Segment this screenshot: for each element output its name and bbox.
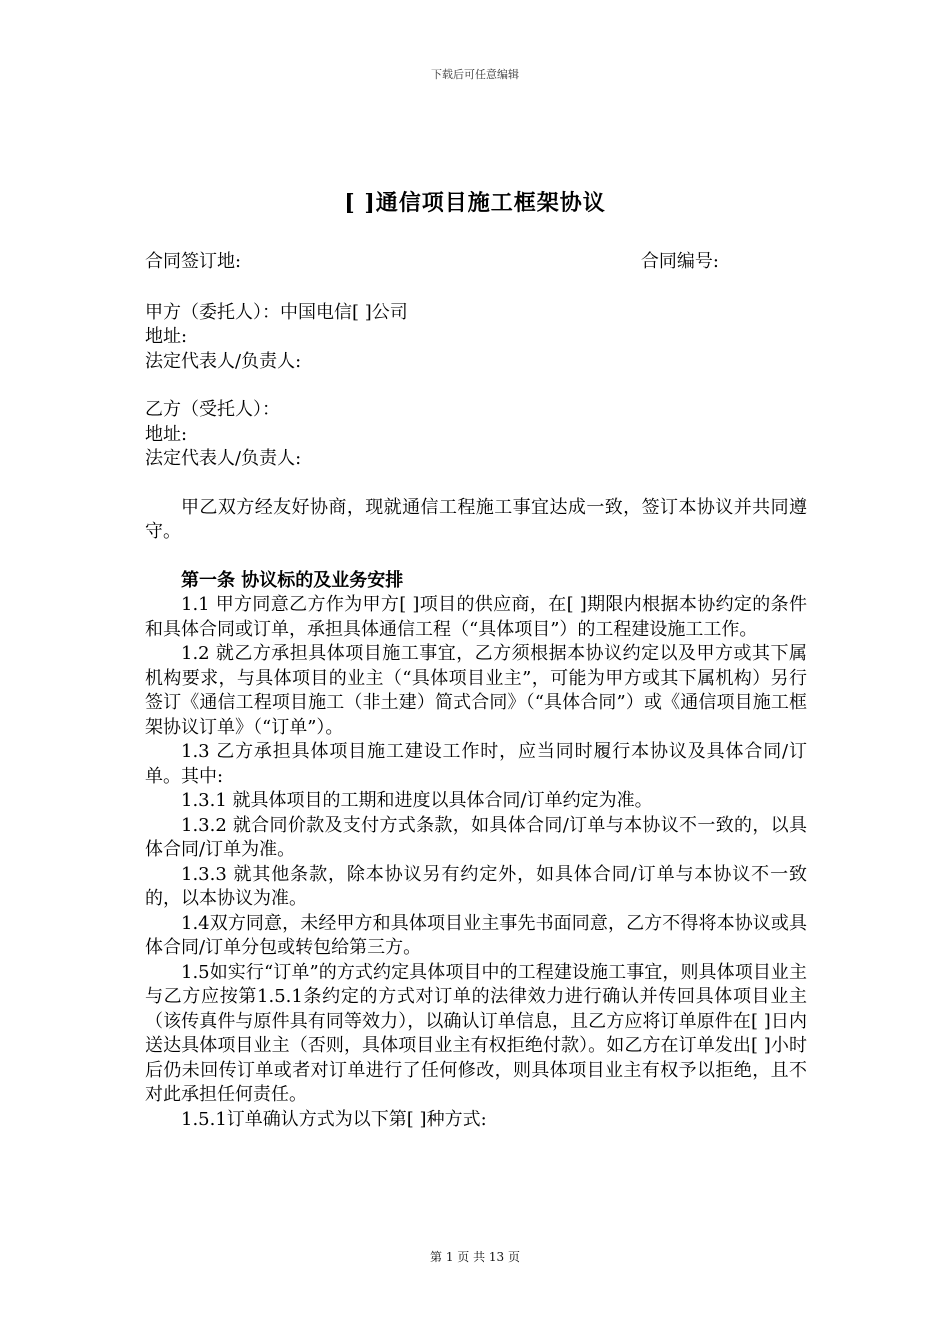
intro-paragraph: 甲乙双方经友好协商，现就通信工程施工事宜达成一致，签订本协议并共同遵守。	[145, 496, 807, 542]
party-a-name: 甲方（委托人）：中国电信[ ]公司	[145, 301, 408, 323]
contract-info-row	[145, 250, 807, 275]
clause-1-3-3: 1.3.3 就其他条款，除本协议另有约定外，如具体合同/订单与本协议不一致的，以本协议为准。	[145, 863, 807, 909]
party-b-address: 地址:	[145, 423, 188, 445]
clause-1-3-2: 1.3.2 就合同价款及支付方式条款，如具体合同/订单与本协议不一致的，以具体合同/订单为准。	[145, 814, 807, 860]
clause-1-1: 1.1 甲方同意乙方作为甲方[ ]项目的供应商，在[ ]期限内根据本协约定的条件和具体合同或订单，承担具体通信工程（“具体项目”）的工程建设施工工作。	[145, 594, 807, 640]
contract-number-label: 合同编号:	[640, 251, 719, 272]
party-a-block	[145, 301, 807, 375]
clause-1-3: 1.3 乙方承担具体项目施工建设工作时，应当同时履行本协议及具体合同/订单。其中:	[145, 741, 807, 787]
document-body	[145, 250, 807, 1132]
clause-1-5: 1.5如实行“订单”的方式约定具体项目中的工程建设施工事宜，则具体项目业主与乙方应按第1.5.1条约定的方式对订单的法律效力进行确认并传回具体项目业主（该传真件与原件具有同等效力），以确认订单信息，且乙方应将订单原件在[ ]日内送达具体项目业主（否则，具体项目业主有权拒绝付款）。如乙方在订单发出[ ]小时后仍未回传订单或者对订单进行了任何修改，则具体项目业主有权予以拒绝，且不对此承担任何责任。	[145, 961, 807, 1105]
party-a-address: 地址:	[145, 326, 188, 347]
party-b-representative: 法定代表人/负责人:	[145, 448, 302, 469]
party-b-block	[145, 398, 807, 472]
page-footer: 第 1 页 共 13 页	[430, 1250, 520, 1264]
clause-1-5-1: 1.5.1订单确认方式为以下第[ ]种方式:	[181, 1108, 487, 1130]
clause-1-3-1: 1.3.1 就具体项目的工期和进度以具体合同/订单约定为准。	[181, 790, 653, 811]
party-b-name: 乙方（受托人）：	[145, 399, 280, 420]
document-title: [ ]通信项目施工框架协议	[344, 190, 606, 216]
party-a-representative: 法定代表人/负责人:	[145, 350, 302, 372]
section-1-title: 第一条 协议标的及业务安排	[181, 569, 404, 591]
contract-place-label: 合同签订地:	[145, 251, 242, 272]
clause-1-2: 1.2 就乙方承担具体项目施工事宜，乙方须根据本协议约定以及甲方或其下属机构要求，与具体项目的业主（“具体项目业主”，可能为甲方或其下属机构）另行签订《通信工程项目施工（非土建）简式合同》（“具体合同”）或《通信项目施工框架协议订单》（“订单”）。	[145, 643, 807, 738]
header-note: 下载后可任意编辑	[431, 68, 519, 81]
clause-1-4: 1.4双方同意，未经甲方和具体项目业主事先书面同意，乙方不得将本协议或具体合同/订单分包或转包给第三方。	[145, 912, 807, 958]
